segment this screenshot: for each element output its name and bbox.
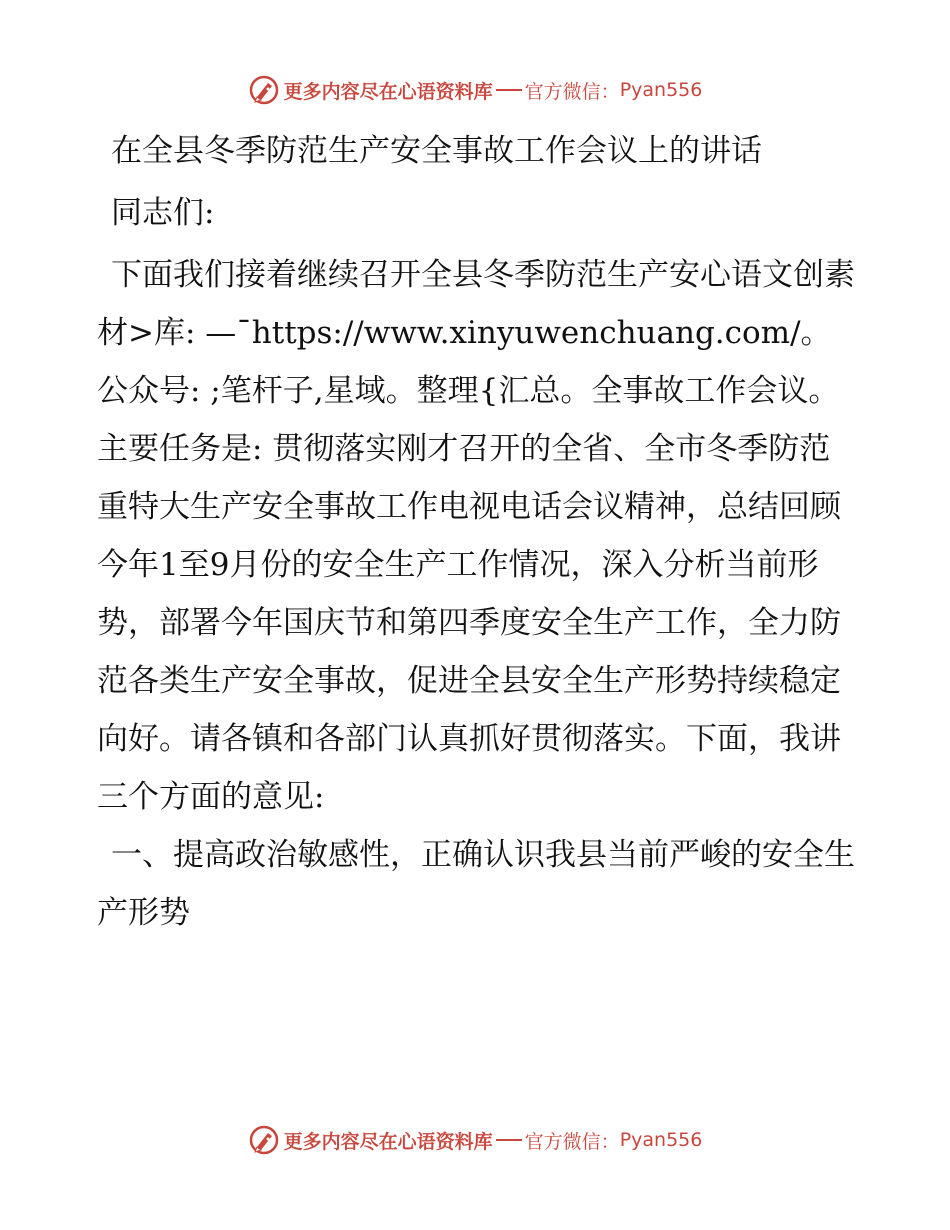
document-title: 在全县冬季防范生产安全事故工作会议上的讲话	[111, 133, 762, 169]
pen-nib-logo-icon	[248, 1124, 280, 1156]
banner-dash	[496, 89, 522, 91]
banner-wechat-id: Pyan556	[619, 79, 703, 101]
banner-wechat-label: 官方微信：	[524, 80, 620, 103]
pen-nib-logo-icon	[248, 74, 280, 106]
document-body	[97, 122, 857, 942]
footer-watermark-banner	[0, 1120, 950, 1160]
paragraph-1: 下面我们接着继续召开全县冬季防范生产安心语文创素材>库: —¯https://www.xinyuwenchuang.com/。公众号: ;笔杆子,星域。整理{汇总。全事故工作会议。主要任务是: 贯彻落实刚才召开的全省、全市冬季防范重特大生产安全事故工作电视电话会议精神，总结回顾今年1至9月份的安全生产工作情况，深入分析当前形势，部署今年国庆节和第四季度安全生产工作，全力防范各类生产安全事故，促进全县安全生产形势持续稳定向好。请各镇和各部门认真抓好贯彻落实。下面，我讲三个方面的意见:	[97, 257, 855, 815]
salutation: 同志们:	[111, 195, 215, 231]
banner-text: 更多内容尽在心语资料库	[283, 1130, 493, 1153]
header-watermark-banner	[0, 70, 950, 110]
section-heading-1: 一、提高政治敏感性，正确认识我县当前严峻的安全生产形势	[97, 837, 855, 931]
banner-wechat-label: 官方微信：	[524, 1130, 620, 1153]
banner-wechat-id: Pyan556	[619, 1129, 703, 1151]
banner-text: 更多内容尽在心语资料库	[283, 80, 493, 103]
banner-dash	[496, 1139, 522, 1141]
